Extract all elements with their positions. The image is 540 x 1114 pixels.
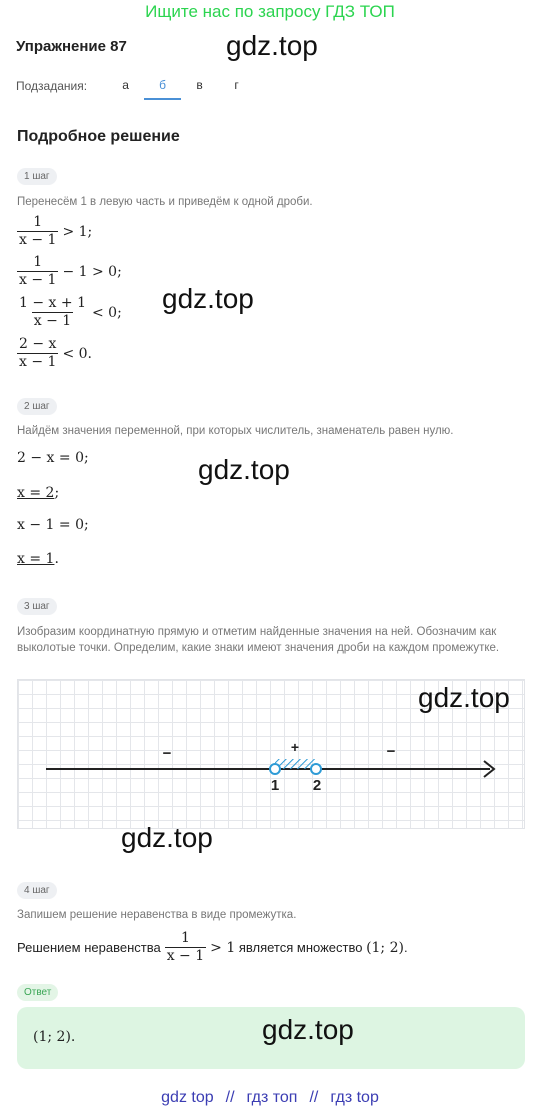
step-4-result [17,930,408,965]
subtasks-bar [16,72,255,100]
point-2-open [311,764,321,774]
watermark-4: gdz.top [418,682,510,713]
sign-left: − [162,745,172,762]
answer-value: (1; 2). [33,1029,76,1045]
fraction-numerator: 1 − x + 1 [19,295,86,311]
step-1-text: Перенесём 1 в левую часть и приведём к одной дроби. [17,196,313,208]
subtask-v[interactable]: в [196,78,203,92]
result-middle: является множество [235,940,367,955]
fraction-numerator: 2 − x [19,336,57,352]
sign-middle: + [290,739,300,755]
step-2-line-1: 2 − x = 0; [17,450,89,466]
punct: . [54,551,59,567]
result-inequality: > 1 [210,939,236,956]
answer-badge: Ответ [17,984,58,1001]
math-rest: − 1 > 0; [62,263,122,280]
step-1-line-3 [17,295,122,330]
punct: ; [54,485,60,501]
step-1-badge: 1 шаг [17,168,57,185]
subtask-a[interactable]: а [122,78,129,92]
step-2-line-2 [17,485,59,501]
subtasks-label: Подзадания: [16,79,88,93]
footer-sep-2: // [309,1089,319,1106]
fraction-denominator: x − 1 [33,313,72,329]
fraction-denominator: x − 1 [19,354,57,370]
math-rest: < 0; [91,304,122,321]
fraction-denominator: x − 1 [166,948,205,964]
point-1-open [270,764,280,774]
root-underlined: x = 2 [17,485,55,501]
step-2-line-4 [17,551,59,567]
watermark-5: gdz.top [121,822,213,853]
step-2-badge: 2 шаг [17,398,57,415]
watermark-3: gdz.top [198,454,290,485]
result-end: . [403,940,408,955]
footer-link-1[interactable]: gdz top [161,1089,214,1106]
point-2-label: 2 [312,777,322,794]
fraction-numerator: 1 [33,254,43,270]
root-underlined: x = 1 [17,551,55,567]
math-rest: > 1; [62,223,93,240]
fraction-denominator: x − 1 [19,272,57,288]
watermark-2: gdz.top [162,283,254,314]
step-1-line-4 [17,336,92,371]
point-1-label: 1 [270,777,280,794]
step-3-text: Изобразим координатную прямую и отметим найденные значения на ней. Обозначим как выколотые точки. Определим, какие знаки имеют значения дроби на каждом промежутке. [17,626,500,654]
step-1-line-1 [17,214,92,249]
step-4-badge: 4 шаг [17,882,57,899]
step-2-line-3: x − 1 = 0; [17,517,89,533]
exercise-title: Упражнение 87 [16,38,127,55]
subtask-b[interactable]: б [144,72,181,100]
watermark-1: gdz.top [226,30,318,61]
step-1-line-2 [17,254,122,289]
solution-heading: Подробное решение [17,128,180,145]
sign-right: − [386,743,396,760]
fraction-denominator: x − 1 [19,232,57,248]
result-prefix: Решением неравенства [17,940,161,955]
promo-banner: Ищите нас по запросу ГДЗ ТОП [145,2,395,21]
result-set: (1; 2) [366,939,404,956]
step-4-text: Запишем решение неравенства в виде промежутка. [17,909,297,921]
solution-interval-hatch [275,759,316,769]
step-3-badge: 3 шаг [17,598,57,615]
footer-link-3[interactable]: гдз top [330,1089,379,1106]
fraction-numerator: 1 [33,214,43,230]
footer-link-2[interactable]: гдз топ [246,1089,298,1106]
fraction-numerator: 1 [180,930,190,946]
step-2-text: Найдём значения переменной, при которых числитель, знаменатель равен нулю. [17,425,454,437]
footer-links [0,1089,540,1107]
watermark-6: gdz.top [262,1014,354,1045]
math-rest: < 0. [62,345,92,362]
footer-sep-1: // [225,1089,235,1106]
subtask-g[interactable]: г [234,78,239,92]
